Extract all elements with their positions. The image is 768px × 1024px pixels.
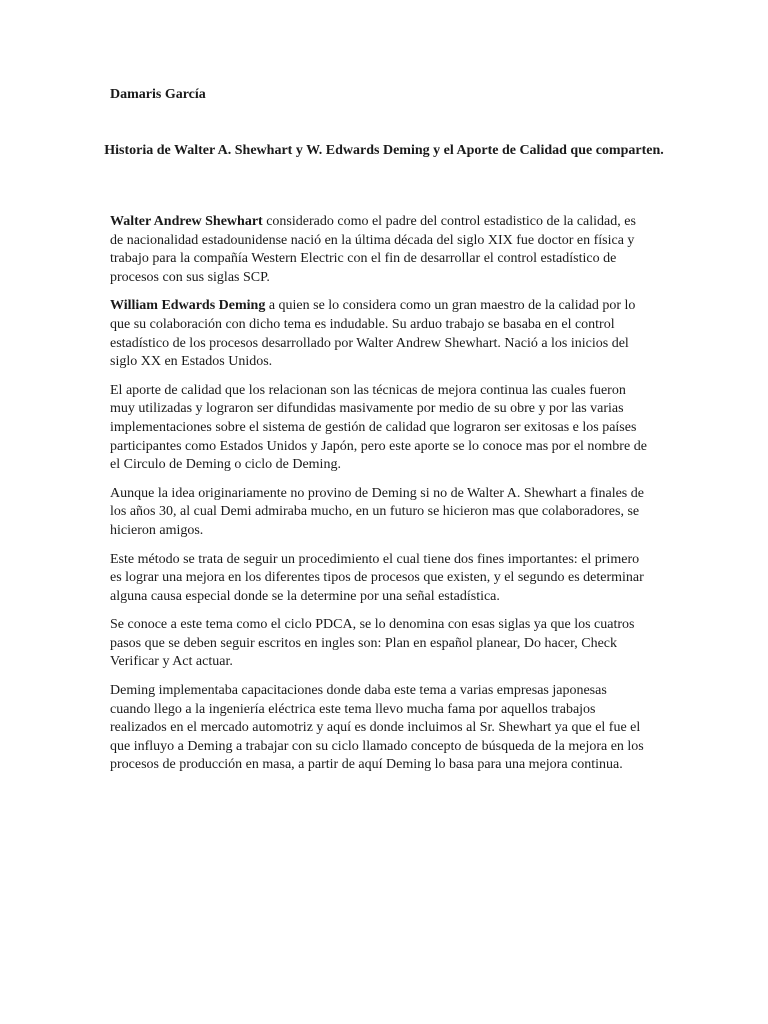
- paragraph-pdca: [110, 616, 650, 672]
- author-name: Damaris García: [110, 87, 206, 102]
- paragraph-origen: [110, 485, 650, 541]
- paragraph-text: Aunque la idea originariamente no provino de Deming si no de Walter A. Shewhart a finales de los años 30, al cual Demi admiraba mucho, en un futuro se hicieron mas que colaboradores, se hicieron amigos.: [110, 485, 644, 538]
- document-title: Historia de Walter A. Shewhart y W. Edwards Deming y el Aporte de Calidad que comparten.: [104, 143, 664, 158]
- paragraph-text: Deming implementaba capacitaciones donde daba este tema a varias empresas japonesas cuando llego a la ingeniería eléctrica este tema llevo mucha fama por aquellos trabajos realizados en el mercado automotriz y aquí es donde incluimos al Sr. Shewhart ya que el fue el que influyo a Deming a trabajar con su ciclo llamado concepto de búsqueda de la mejora en los procesos de producción en masa, a partir de aquí Deming lo basa para una mejora continua.: [110, 683, 644, 773]
- paragraph-aporte: [110, 382, 650, 475]
- paragraph-lead-name: Walter Andrew Shewhart: [110, 214, 263, 229]
- paragraph-metodo: [110, 551, 650, 607]
- paragraph-text: considerado como el padre del control estadistico de la calidad, es de nacionalidad estadounidense nació en la última década del siglo XIX fue doctor en física y trabajo para la compañía Western Electric con el fin de desarrollar el control estadístico de procesos con sus siglas SCP.: [110, 214, 636, 285]
- paragraph-lead-name: William Edwards Deming: [110, 298, 266, 314]
- paragraph-capacitaciones: [110, 682, 650, 775]
- paragraph-text: Este método se trata de seguir un procedimiento el cual tiene dos fines importantes: el primero es lograr una mejora en los diferentes tipos de procesos que existen, y el segundo es determinar alguna causa especial donde se la determine por una señal estadística.: [110, 551, 644, 604]
- paragraph-deming: [110, 297, 650, 371]
- paragraph-text: a quien se lo considera como un gran maestro de la calidad por lo que su colaboración con dicho tema es indudable. Su arduo trabajo se basaba en el control estadístico de los procesos desarrollado por Walter Andrew Shewhart. Nació a los inicios del siglo XX en Estados Unidos.: [110, 298, 636, 370]
- document-body: [110, 213, 650, 785]
- paragraph-shewhart: [110, 213, 650, 287]
- paragraph-text: El aporte de calidad que los relacionan son las técnicas de mejora continua las cuales fueron muy utilizadas y lograron ser difundidas masivamente por medio de su obre y por las varias implementaciones sobre el sistema de gestión de calidad que lograron ser exitosas e los países participantes como Estados Unidos y Japón, pero este aporte se lo conoce mas por el nombre de el Circulo de Deming o ciclo de Deming.: [110, 382, 647, 473]
- paragraph-text: Se conoce a este tema como el ciclo PDCA, se lo denomina con esas siglas ya que los cuatros pasos que se deben seguir escritos en ingles son: Plan en español planear, Do hacer, Check Verificar y Act actuar.: [110, 617, 635, 670]
